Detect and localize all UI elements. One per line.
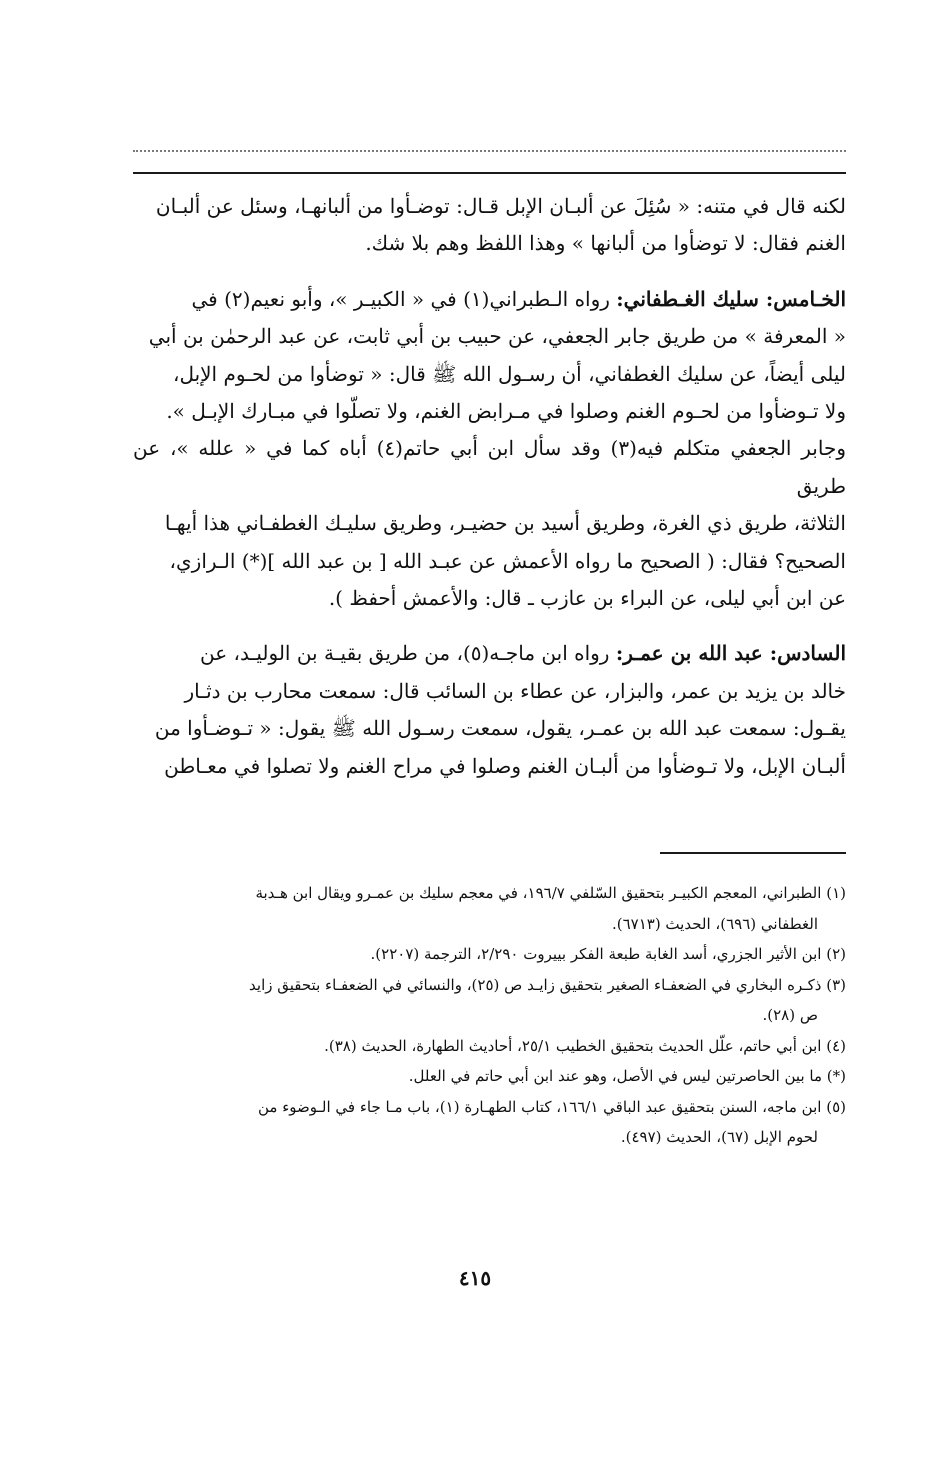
footnote-number: (٣) [826,975,846,994]
page-number: ٤١٥ [458,1266,492,1290]
footnote-text: ذكـره البخاري في الضعفـاء الصغير بتحقيق زايـد ص (٢٥)، والنسائي في الضعفـاء بتحقيق زايد [249,975,822,994]
footnote-number: (٥) [826,1097,846,1116]
body-line [133,635,846,672]
body-line: لكنه قال في متنه: « سُئِلَ عن ألبـان الإبل قـال: توضـأوا من ألبانهـا، وسئل عن ألبـان [155,194,846,218]
footnote-number: (٢) [826,945,846,963]
footnote-star [133,1061,846,1092]
footnote-separator [660,852,846,854]
body-line: الصحيح؟ فقال: ( الصحيح ما رواه الأعمش عن عبـد الله [ بن عبد الله ](*) الـرازي، [169,548,846,573]
footnote-text: ابن أبي حاتم، علّل الحديث بتحقيق الخطيب ٢٥/١، أحاديث الطهارة، الحديث (٣٨). [324,1036,822,1055]
footnote-text: الطبراني، المعجم الكبيـر بتحقيق السّلفي ١٩٦/٧، في معجم سليك بن عمـرو ويقال ابن هـدبة [255,884,822,902]
body-line: عن ابن أبي ليلى، عن البراء بن عازب ـ قال: والأعمش أحفظ ). [328,586,846,611]
footnote-2 [133,939,846,970]
footnote-text: ابن الأثير الجزري، أسد الغابة طبعة الفكر بييروت ٢/٢٩٠، الترجمة (٢٢٠٧). [370,945,822,963]
body-line: الغنم فقال: لا توضأوا من ألبانها » وهذا اللفظ وهم بلا شك. [365,231,846,256]
footnote-3 [133,970,846,1001]
footnote-5-cont: لحوم الإبل (٦٧)، الحديث (٤٩٧). [620,1128,818,1146]
body-line-rest: رواه ابن ماجـه(٥)، من طريق بقيـة بن الوليـد، عن [200,641,610,666]
body-line: يقـول: سمعت عبد الله بن عمـر، يقول، سمعت رسـول الله ﷺ يقول: « تـوضـأوا من [154,716,846,741]
footnote-number: (*) [826,1067,846,1085]
footnote-3-cont: ص (٢٨). [762,1006,818,1024]
header-solid-rule [133,172,846,174]
body-line: الثلاثة، طريق ذي الغرة، وطريق أسيد بن حضيـر، وطريق سليـك الغطفـاني هذا أيهـا [164,511,846,536]
body-line: ولا تـوضأوا من لحـوم الغنم وصلوا في مـرابض الغنم، ولا تصلّوا في مبـارك الإبـل ». [166,399,846,424]
body-line [133,281,846,318]
body-line-rest: رواه الـطبراني(١) في « الكبيـر »، وأبو نعيم(٢) في [191,286,610,311]
footnote-number: (١) [826,884,846,902]
footnote-number: (٤) [826,1036,846,1055]
footnote-1 [133,878,846,909]
body-line: ألبـان الإبل، ولا تـوضأوا من ألبـان الغنم وصلوا في مراح الغنم ولا تصلوا في معـاطن [164,753,846,778]
footnote-4 [133,1031,846,1062]
footnote-5 [133,1092,846,1123]
footnotes [133,878,846,1153]
section-heading-sixth: السادس: عبد الله بن عمـر: [615,641,846,666]
body-line: وجابر الجعفي متكلم فيه(٣) وقد سأل ابن أبي حاتم(٤) أباه كما في « علله »، عن طريق [133,436,846,498]
footnote-1-cont: الغطفاني (٦٩٦)، الحديث (٦٧١٣). [611,914,818,933]
body-line: ليلى أيضاً، عن سليك الغطفاني، أن رسـول الله ﷺ قال: « توضأوا من لحـوم الإبل، [172,361,846,386]
header-dotted-rule [133,150,846,152]
footnote-text: ابن ماجه، السنن بتحقيق عبد الباقي ١٦٦/١، كتاب الطهـارة (١)، باب مـا جاء في الـوضوء من [258,1097,822,1116]
footnote-text: ما بين الحاصرتين ليس في الأصل، وهو عند ابن أبي حاتم في العلل. [408,1067,822,1085]
main-text [133,188,846,785]
body-line: خالد بن يزيد بن عمر، والبزار، عن عطاء بن السائب قال: سمعت محارب بن دثـار [184,678,846,703]
body-line: « المعرفة » من طريق جابر الجعفي، عن حبيب بن أبي ثابت، عن عبد الرحمٰن بن أبي [148,324,846,349]
section-heading-fifth: الخـامس: سليك الغـطفاني: [616,286,846,311]
